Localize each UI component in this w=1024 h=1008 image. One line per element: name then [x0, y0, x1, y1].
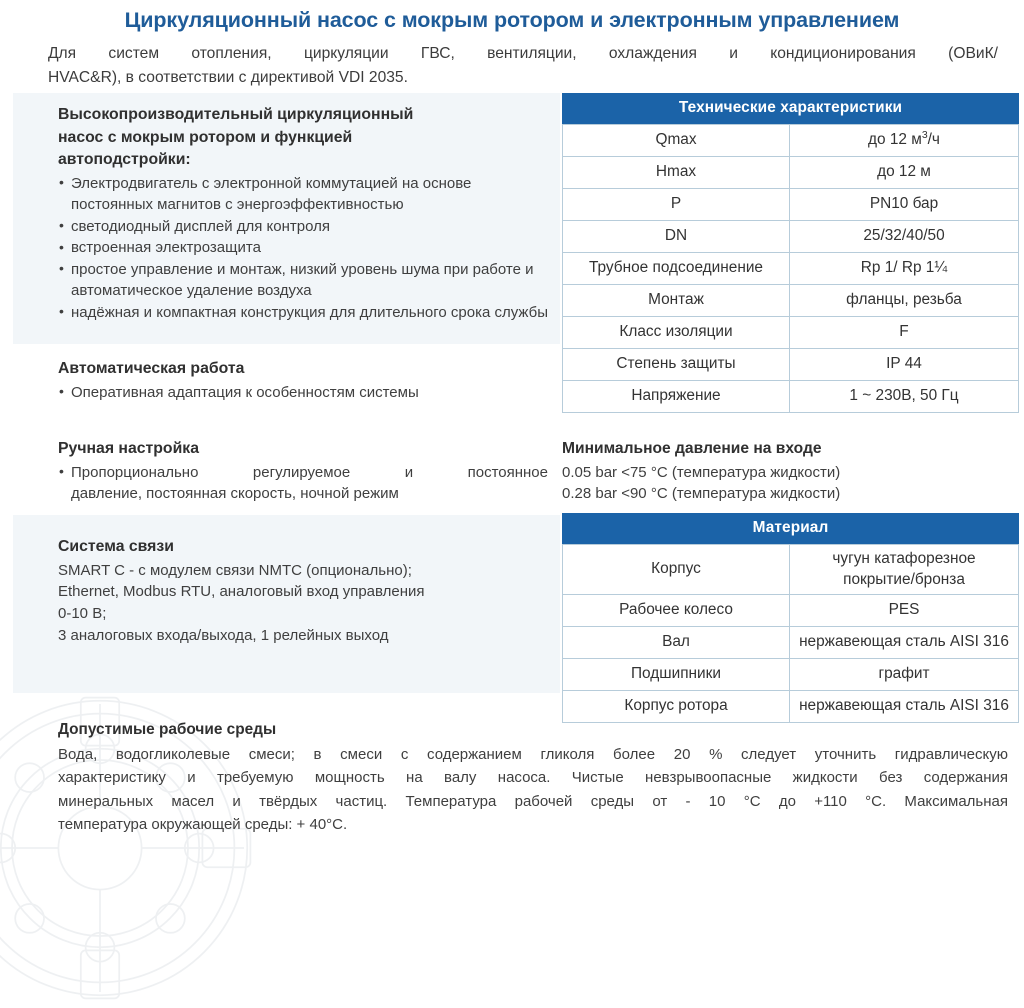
spec-key: P	[563, 189, 790, 221]
features-heading	[58, 104, 548, 172]
minimum-inlet-pressure-block	[562, 438, 1002, 505]
list-item	[58, 462, 548, 505]
manual-item-line-1: • Пропорционально регулируемое и постоянное	[71, 463, 548, 481]
list-item	[58, 237, 548, 259]
media-line-1: Вода, водогликолевые смеси; в смеси с содержанием гликоля более 20 % следует уточнить гидравлическую	[58, 745, 1008, 763]
communication-system-block	[58, 536, 548, 647]
list-item	[58, 382, 548, 404]
list-item	[58, 216, 548, 238]
spec-key: Hmax	[563, 157, 790, 189]
material-value-line-2: покрытие/бронза	[843, 571, 965, 588]
spec-value: IP 44	[790, 349, 1019, 381]
permissible-media-heading: Допустимые рабочие среды	[58, 721, 277, 738]
table-row	[563, 659, 1019, 691]
features-list	[58, 173, 548, 324]
min-pressure-line-1: 0.05 bar <75 °C (температура жидкости)	[562, 463, 841, 481]
manual-setting-list	[58, 462, 548, 505]
table-row	[563, 125, 1019, 157]
material-key: Корпус	[563, 545, 790, 595]
communication-line-1: SMART C - с модулем связи NMTC (опционально);	[58, 561, 412, 579]
material-key: Корпус ротора	[563, 691, 790, 723]
spec-key: Трубное подсоединение	[563, 253, 790, 285]
table-row	[563, 253, 1019, 285]
table-row	[563, 317, 1019, 349]
manual-item-line-2: давление, постоянная скорость, ночной режим	[71, 485, 399, 502]
spec-value: F	[790, 317, 1019, 349]
automatic-item-1: Оперативная адаптация к особенностям системы	[71, 383, 419, 401]
table-row	[563, 221, 1019, 253]
feature-line-2: срока службы	[450, 303, 548, 321]
material-key: Подшипники	[563, 659, 790, 691]
material-value: PES	[790, 595, 1019, 627]
permissible-media-body	[58, 743, 1008, 837]
technical-specifications-caption: Технические характеристики	[562, 93, 1019, 124]
feature-line-1: Электродвигатель с электронной коммутацией на	[71, 174, 419, 192]
spec-value: фланцы, резьба	[790, 285, 1019, 317]
media-line-3: минеральных масел и твёрдых частиц. Температура рабочей среды от - 10 °C до +110 °C. Максимальная	[58, 792, 1008, 810]
feature-line-2: при работе и автоматическое удаление воздуха	[71, 260, 534, 299]
features-heading-line-3: автоподстройки:	[58, 151, 191, 168]
communication-line-3: 0-10 В;	[58, 605, 107, 623]
intro-line-2: HVAC&R), в соответствии с директивой VDI 2035.	[48, 69, 408, 86]
automatic-operation-block	[58, 358, 548, 403]
features-heading-line-1: Высокопроизводительный циркуляционный	[58, 106, 414, 123]
material-value	[790, 545, 1019, 595]
features-block	[58, 104, 548, 323]
automatic-operation-heading: Автоматическая работа	[58, 360, 245, 377]
min-pressure-line-2: 0.28 bar <90 °C (температура жидкости)	[562, 485, 841, 502]
features-heading-line-2: насос с мокрым ротором и функцией	[58, 128, 353, 146]
spec-key: Монтаж	[563, 285, 790, 317]
material-key: Вал	[563, 627, 790, 659]
minimum-inlet-pressure-heading: Минимальное давление на входе	[562, 440, 822, 457]
manual-setting-block	[58, 438, 548, 505]
table-row	[563, 285, 1019, 317]
table-row	[563, 381, 1019, 413]
manual-setting-heading: Ручная настройка	[58, 440, 199, 457]
table-row	[563, 545, 1019, 595]
spec-key: Напряжение	[563, 381, 790, 413]
spec-value: до 12 $м^3/ч$	[790, 125, 1019, 157]
intro-line-1: Для систем отопления, циркуляции ГВС, вентиляции, охлаждения и кондиционирования (ОВиК/	[48, 45, 998, 62]
media-line-2: характеристику и требуемую мощность на валу насоса. Чистые невзрывоопасные жидкости без содержания	[58, 769, 1008, 786]
communication-line-2: Ethernet, Modbus RTU, аналоговый вход управления	[58, 583, 425, 601]
spec-value: до 12 м	[790, 157, 1019, 189]
page-title: Циркуляционный насос с мокрым ротором и электронным управлением	[124, 8, 900, 32]
automatic-operation-list	[58, 382, 548, 404]
table-row	[563, 189, 1019, 221]
spec-key: Класс изоляции	[563, 317, 790, 349]
table-row	[563, 627, 1019, 659]
spec-value: 1 ~ 230В, 50 Гц	[790, 381, 1019, 413]
material-value: нержавеющая сталь AISI 316	[790, 627, 1019, 659]
feature-line-1: простое управление и монтаж, низкий уровень шума	[71, 260, 440, 278]
material-value: нержавеющая сталь AISI 316	[790, 691, 1019, 723]
table-row	[563, 595, 1019, 627]
feature-line-2: основе постоянных магнитов с энергоэффективностью	[71, 174, 472, 213]
technical-specifications-table	[562, 93, 1019, 413]
permissible-media-block	[58, 719, 1008, 837]
feature-line-1: светодиодный дисплей для контроля	[71, 217, 331, 235]
material-key: Рабочее колесо	[563, 595, 790, 627]
table-row	[563, 349, 1019, 381]
media-line-4: температура окружающей среды: + 40°C.	[58, 816, 348, 833]
spec-key: Степень защиты	[563, 349, 790, 381]
list-item	[58, 259, 548, 302]
list-item	[58, 302, 548, 324]
feature-line-1: встроенная электрозащита	[71, 239, 261, 256]
material-value-line-1: чугун катафорезное	[832, 550, 976, 567]
spec-key: Qmax	[563, 125, 790, 157]
material-table	[562, 513, 1019, 723]
material-value: графит	[790, 659, 1019, 691]
minimum-inlet-pressure-details	[562, 462, 1002, 505]
spec-value: PN10 бар	[790, 189, 1019, 221]
table-row	[563, 157, 1019, 189]
spec-value: 25/32/40/50	[790, 221, 1019, 253]
material-caption: Материал	[562, 513, 1019, 544]
communication-heading: Система связи	[58, 538, 174, 555]
intro-paragraph	[48, 42, 998, 90]
communication-details	[58, 560, 548, 647]
spec-value: Rp 1/ Rp 1¼	[790, 253, 1019, 285]
list-item	[58, 173, 548, 216]
feature-line-1: надёжная и компактная конструкция для длительного	[71, 303, 447, 321]
communication-line-4: 3 аналоговых входа/выхода, 1 релейных выход	[58, 626, 389, 644]
table-row	[563, 691, 1019, 723]
spec-key: DN	[563, 221, 790, 253]
